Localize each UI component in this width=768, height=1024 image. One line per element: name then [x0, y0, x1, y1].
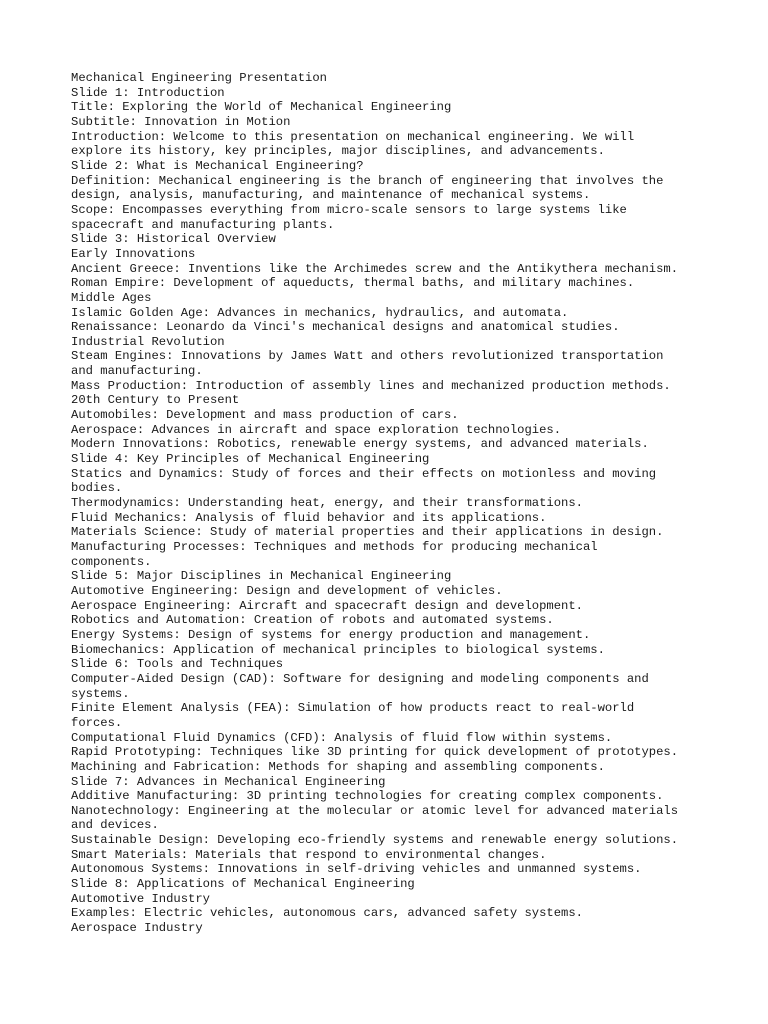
- text-line: Title: Exploring the World of Mechanical Engineering: [71, 100, 452, 115]
- text-line: Fluid Mechanics: Analysis of fluid behavior and its applications.: [71, 510, 547, 525]
- text-line: components.: [71, 554, 152, 569]
- text-line: Roman Empire: Development of aqueducts, thermal baths, and military machines.: [71, 276, 635, 291]
- text-line: Nanotechnology: Engineering at the molecular or atomic level for advanced materials: [71, 803, 679, 818]
- text-line: Slide 4: Key Principles of Mechanical Engineering: [71, 452, 430, 467]
- text-line: and devices.: [71, 818, 159, 833]
- text-line: Early Innovations: [71, 246, 196, 261]
- text-line: explore its history, key principles, major disciplines, and advancements.: [71, 144, 605, 159]
- text-line: Middle Ages: [71, 290, 152, 305]
- text-line: Slide 2: What is Mechanical Engineering?: [71, 158, 364, 173]
- text-line: spacecraft and manufacturing plants.: [71, 217, 335, 232]
- text-line: bodies.: [71, 481, 123, 496]
- text-line: Smart Materials: Materials that respond to environmental changes.: [71, 847, 547, 862]
- text-line: Automotive Engineering: Design and development of vehicles.: [71, 583, 503, 598]
- text-line: Energy Systems: Design of systems for energy production and management.: [71, 627, 591, 642]
- text-line: Mass Production: Introduction of assembly lines and mechanized production methods.: [71, 378, 671, 393]
- text-line: Ancient Greece: Inventions like the Archimedes screw and the Antikythera mechanism.: [71, 261, 679, 276]
- text-line: Slide 6: Tools and Techniques: [71, 657, 284, 672]
- text-line: Industrial Revolution: [71, 334, 225, 349]
- text-line: 20th Century to Present: [71, 393, 240, 408]
- text-line: Finite Element Analysis (FEA): Simulation of how products react to real-world: [71, 701, 635, 716]
- document-page: [71, 71, 731, 936]
- text-line: forces.: [71, 715, 123, 730]
- text-line: Slide 3: Historical Overview: [71, 232, 276, 247]
- text-line: Slide 8: Applications of Mechanical Engineering: [71, 877, 415, 892]
- text-line: Rapid Prototyping: Techniques like 3D printing for quick development of prototypes.: [71, 745, 679, 760]
- text-line: Biomechanics: Application of mechanical principles to biological systems.: [71, 642, 605, 657]
- text-line: Introduction: Welcome to this presentation on mechanical engineering. We will: [71, 129, 635, 144]
- text-line: Automobiles: Development and mass production of cars.: [71, 408, 459, 423]
- text-line: Islamic Golden Age: Advances in mechanics, hydraulics, and automata.: [71, 305, 569, 320]
- text-line: Modern Innovations: Robotics, renewable energy systems, and advanced materials.: [71, 437, 649, 452]
- text-line: and manufacturing.: [71, 364, 203, 379]
- text-line: Definition: Mechanical engineering is the branch of engineering that involves the: [71, 173, 664, 188]
- text-line: Subtitle: Innovation in Motion: [71, 114, 291, 129]
- text-line: Mechanical Engineering Presentation: [71, 71, 327, 85]
- text-line: Aerospace Engineering: Aircraft and spacecraft design and development.: [71, 598, 583, 613]
- text-line: Additive Manufacturing: 3D printing technologies for creating complex components.: [71, 789, 664, 804]
- text-line: Examples: Electric vehicles, autonomous cars, advanced safety systems.: [71, 906, 583, 921]
- text-line: Scope: Encompasses everything from micro-scale sensors to large systems like: [71, 202, 627, 217]
- text-line: Computer-Aided Design (CAD): Software for designing and modeling components and: [71, 671, 649, 686]
- text-line: Manufacturing Processes: Techniques and methods for producing mechanical: [71, 540, 598, 554]
- text-line: Autonomous Systems: Innovations in self-driving vehicles and unmanned systems.: [71, 862, 642, 877]
- text-line: Statics and Dynamics: Study of forces and their effects on motionless and moving: [71, 466, 657, 481]
- text-line: Slide 7: Advances in Mechanical Engineering: [71, 774, 386, 789]
- text-line: Materials Science: Study of material properties and their applications in design.: [71, 525, 664, 540]
- text-line: Computational Fluid Dynamics (CFD): Analysis of fluid flow within systems.: [71, 730, 613, 745]
- text-line: Machining and Fabrication: Methods for shaping and assembling components.: [71, 759, 605, 774]
- text-line: Automotive Industry: [71, 891, 210, 906]
- text-line: systems.: [71, 686, 130, 701]
- text-line: Slide 5: Major Disciplines in Mechanical Engineering: [71, 569, 452, 584]
- text-line: design, analysis, manufacturing, and maintenance of mechanical systems.: [71, 188, 591, 203]
- text-line: Sustainable Design: Developing eco-friendly systems and renewable energy solutions.: [71, 833, 679, 848]
- text-line: Robotics and Automation: Creation of robots and automated systems.: [71, 613, 554, 628]
- text-line: Renaissance: Leonardo da Vinci's mechanical designs and anatomical studies.: [71, 320, 620, 335]
- text-line: Aerospace Industry: [71, 921, 203, 936]
- text-line: Aerospace: Advances in aircraft and space exploration technologies.: [71, 422, 562, 437]
- text-line: Steam Engines: Innovations by James Watt and others revolutionized transportation: [71, 349, 664, 364]
- text-line: Slide 1: Introduction: [71, 85, 225, 100]
- text-line: Thermodynamics: Understanding heat, energy, and their transformations.: [71, 496, 583, 511]
